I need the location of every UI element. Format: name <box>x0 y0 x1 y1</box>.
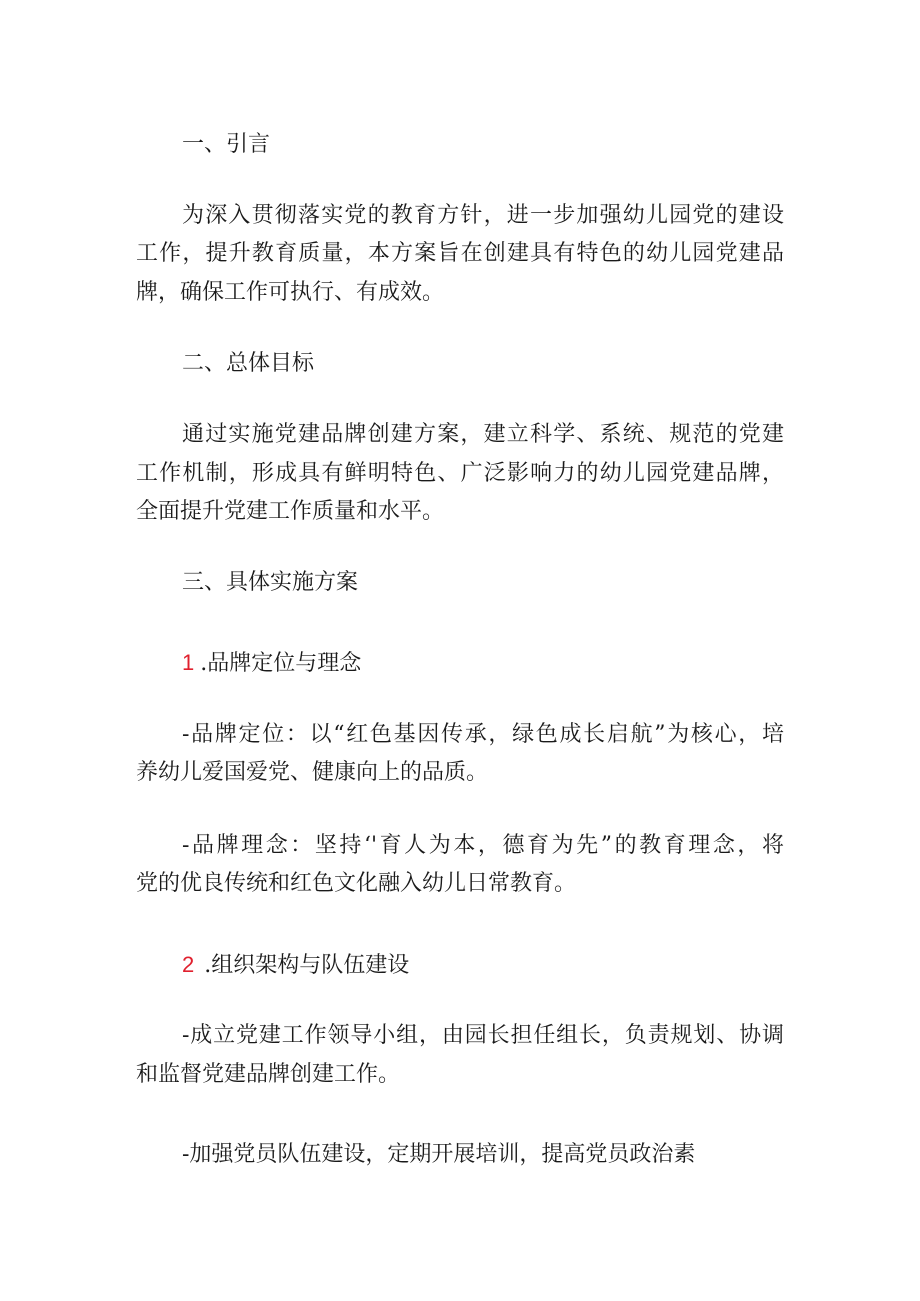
list-item-line: 党的优良传统和红色文化融入幼儿日常教育。 <box>136 871 577 896</box>
list-item-line: -成立党建工作领导小组，由园长担任组长，负责规划、协调 <box>182 1023 784 1048</box>
list-item-line: 养幼儿爱国爱党、健康向上的品质。 <box>136 760 489 785</box>
section-heading-intro: 一、引言 <box>182 132 271 157</box>
list-item-line: -品牌理念：坚持‘'育人为本，德育为先”的教育理念，将 <box>182 833 784 858</box>
list-item-line: -品牌定位：以“红色基因传承，绿色成长启航”为核心，培 <box>182 722 784 747</box>
paragraph-line: 通过实施党建品牌创建方案，建立科学、系统、规范的党建 <box>182 422 784 447</box>
subsection-heading-brand <box>182 648 361 679</box>
paragraph-line: 工作，提升教育质量，本方案旨在创建具有特色的幼儿园党建品 <box>136 241 784 266</box>
subsection-heading-organization <box>182 950 409 981</box>
section-heading-implementation: 三、具体实施方案 <box>182 570 359 595</box>
subsection-title: .品牌定位与理念 <box>200 651 362 676</box>
subsection-number: 1 <box>182 650 195 675</box>
paragraph-line: 全面提升党建工作质量和水平。 <box>136 499 445 524</box>
list-item-line: 和监督党建品牌创建工作。 <box>136 1062 401 1087</box>
section-heading-goals: 二、总体目标 <box>182 351 315 376</box>
subsection-title: .组织架构与队伍建设 <box>204 953 410 978</box>
paragraph-line: 牌，确保工作可执行、有成效。 <box>136 280 445 305</box>
subsection-number: 2 <box>182 952 195 977</box>
paragraph-line: 为深入贯彻落实党的教育方针，进一步加强幼儿园党的建设 <box>182 203 784 228</box>
paragraph-line: 工作机制，形成具有鲜明特色、广泛影响力的幼儿园党建品牌， <box>136 461 784 486</box>
list-item-line: -加强党员队伍建设，定期开展培训，提高党员政治素 <box>182 1142 696 1167</box>
